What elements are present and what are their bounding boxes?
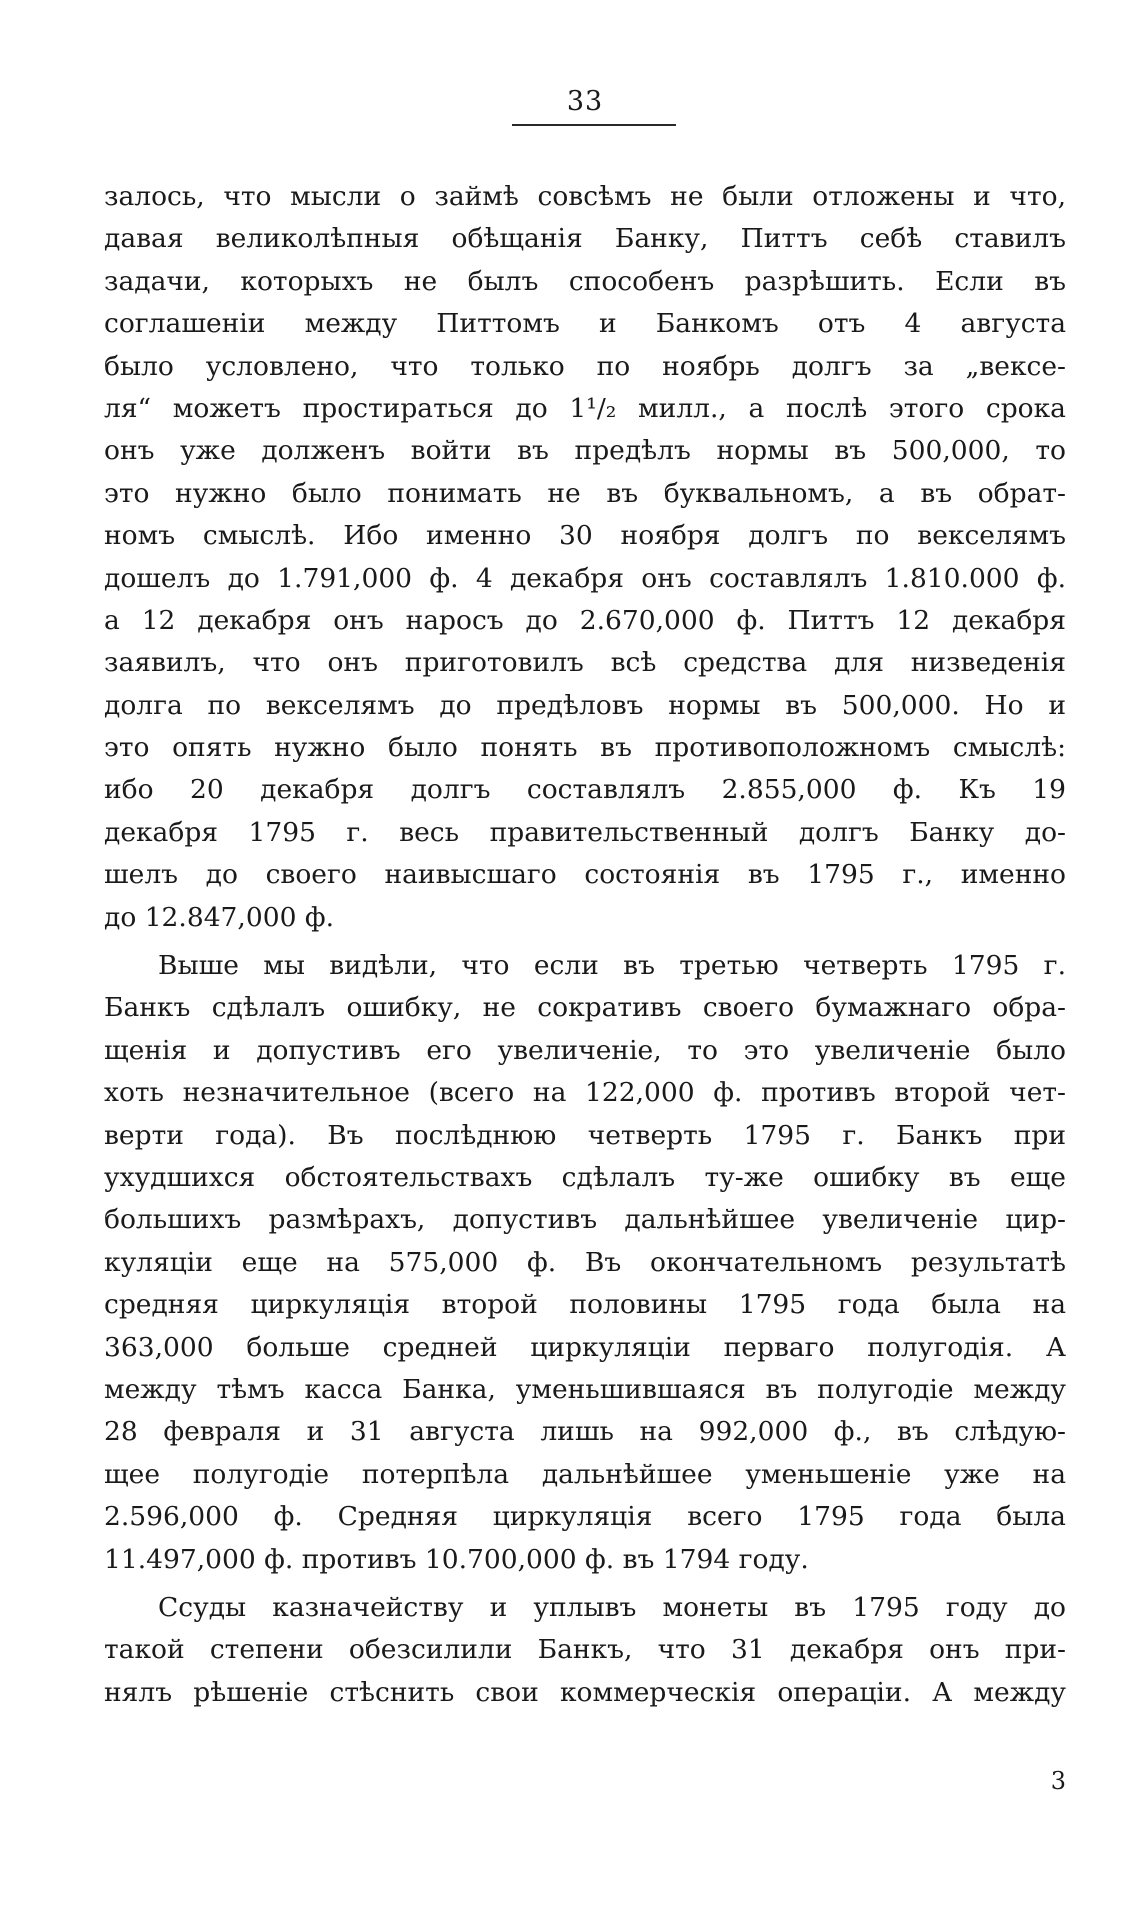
text-line: онъ уже долженъ войти въ предѣлъ нормы въ 500,000, то	[104, 435, 1066, 467]
text-body	[104, 176, 1066, 1714]
text-line: большихъ размѣрахъ, допустивъ дальнѣйшее увеличеніе цир-	[104, 1204, 1066, 1236]
text-line: это опять нужно было понять въ противоположномъ смыслѣ:	[104, 732, 1066, 764]
text-line: задачи, которыхъ не былъ способенъ разрѣшить. Если въ	[104, 265, 1066, 297]
text-line: шелъ до своего наивысшаго состоянія въ 1795 г., именно	[104, 859, 1066, 891]
text-line: соглашеніи между Питтомъ и Банкомъ отъ 4 августа	[104, 308, 1066, 340]
text-line: щенія и допустивъ его увеличеніе, то это увеличеніе было	[104, 1034, 1066, 1066]
page-number: 33	[566, 86, 604, 117]
text-line: Ссуды казначейству и уплывъ монеты въ 1795 году до	[158, 1591, 1066, 1623]
text-line: между тѣмъ касса Банка, уменьшившаяся въ полугодіе между	[104, 1373, 1066, 1405]
text-line: 28 февраля и 31 августа лишь на 992,000 ф., въ слѣдую-	[104, 1416, 1066, 1448]
text-line: залось, что мысли о займѣ совсѣмъ не были отложены и что,	[104, 181, 1066, 212]
text-line: ибо 20 декабря долгъ составлялъ 2.855,000 ф. Къ 19	[104, 774, 1066, 806]
text-line: щее полугодіе потерпѣла дальнѣйшее уменьшеніе уже на	[104, 1458, 1066, 1490]
text-line: а 12 декабря онъ наросъ до 2.670,000 ф. Питтъ 12 декабря	[104, 604, 1066, 636]
text-line: 11.497,000 ф. противъ 10.700,000 ф. въ 1794 году.	[104, 1543, 809, 1575]
text-line: дошелъ до 1.791,000 ф. 4 декабря онъ составлялъ 1.810.000 ф.	[104, 562, 1066, 594]
text-line: нялъ рѣшеніе стѣснить свои коммерческія операціи. А между	[104, 1676, 1066, 1708]
paragraph-3	[104, 1587, 1066, 1714]
text-line: куляціи еще на 575,000 ф. Въ окончательномъ результатѣ	[104, 1246, 1066, 1278]
text-line: верти года). Въ послѣднюю четверть 1795 г. Банкъ при	[104, 1119, 1066, 1151]
text-line: до 12.847,000 ф.	[104, 901, 335, 933]
signature-mark: 3	[1050, 1767, 1066, 1795]
text-line: Выше мы видѣли, что если въ третью четверть 1795 г.	[158, 950, 1066, 982]
text-line: заявилъ, что онъ приготовилъ всѣ средства для низведенія	[104, 647, 1066, 679]
header-rule	[512, 124, 676, 126]
text-line: долга по векселямъ до предѣловъ нормы въ 500,000. Но и	[104, 689, 1066, 721]
text-line: 363,000 больше средней циркуляціи перваго полугодія. А	[104, 1331, 1066, 1363]
text-line: такой степени обезсилили Банкъ, что 31 декабря онъ при-	[104, 1634, 1066, 1666]
text-line: Банкъ сдѣлалъ ошибку, не сокративъ своего бумажнаго обра-	[104, 992, 1066, 1024]
text-line: это нужно было понимать не въ буквальномъ, а въ обрат-	[104, 477, 1066, 509]
text-line: давая великолѣпныя обѣщанія Банку, Питтъ себѣ ставилъ	[104, 223, 1066, 255]
book-page	[104, 78, 1066, 1888]
text-line: ля“ можетъ простираться до 1¹/₂ милл., а послѣ этого срока	[104, 392, 1066, 424]
text-line: 2.596,000 ф. Средняя циркуляція всего 1795 года была	[104, 1501, 1066, 1533]
text-line: декабря 1795 г. весь правительственный долгъ Банку до-	[104, 816, 1066, 848]
paragraph-2	[104, 945, 1066, 1581]
text-line: номъ смыслѣ. Ибо именно 30 ноября долгъ по векселямъ	[104, 520, 1066, 552]
text-line: средняя циркуляція второй половины 1795 года была на	[104, 1289, 1066, 1321]
text-line: было условлено, что только по ноябрь долгъ за „вексе-	[104, 350, 1066, 382]
text-line: хоть незначительное (всего на 122,000 ф. противъ второй чет-	[104, 1077, 1066, 1109]
paragraph-1	[104, 176, 1066, 939]
text-line: ухудшихся обстоятельствахъ сдѣлалъ ту-же ошибку въ еще	[104, 1161, 1066, 1193]
